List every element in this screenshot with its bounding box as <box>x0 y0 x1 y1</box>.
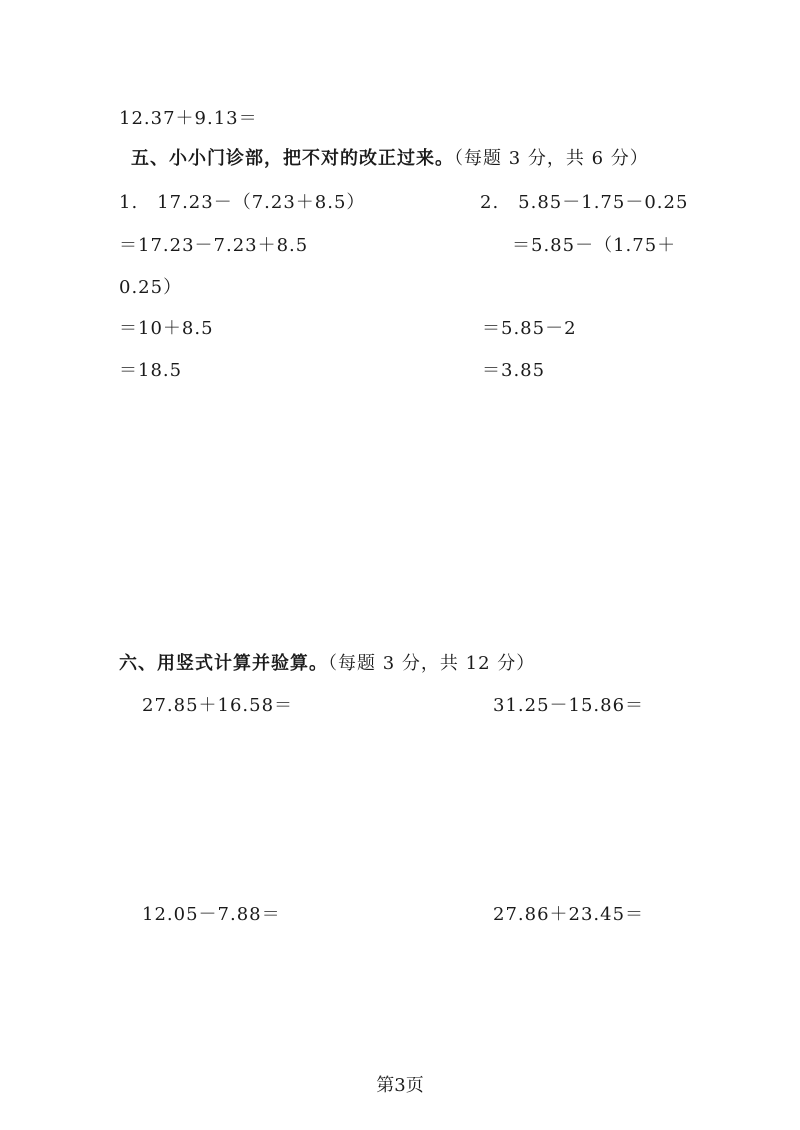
section5-score: （每题 3 分，共 6 分） <box>454 148 649 169</box>
problem2-line2: ＝5.85－（1.75＋ <box>512 235 677 256</box>
calc-item-1: 27.85＋16.58＝ <box>142 695 294 716</box>
problem1-line3: ＝10＋8.5 <box>119 318 214 339</box>
section6-heading <box>119 653 535 675</box>
section6-title: 六、用竖式计算并验算。 <box>119 653 328 674</box>
calc-item-4: 27.86＋23.45＝ <box>493 904 645 925</box>
calc-item-2: 31.25－15.86＝ <box>493 695 645 716</box>
problem2-line4: ＝3.85 <box>482 360 546 381</box>
section5-title: 五、小小门诊部，把不对的改正过来。 <box>131 148 454 169</box>
problem2-line1: 2. 5.85－1.75－0.25 <box>480 192 689 213</box>
problem1-line4: ＝18.5 <box>119 360 183 381</box>
problem1-line2: ＝17.23－7.23＋8.5 <box>119 235 309 256</box>
section5-heading <box>131 148 649 170</box>
page-number: 第3页 <box>376 1075 424 1096</box>
problem2-line3: ＝5.85－2 <box>482 318 577 339</box>
top-problem: 12.37＋9.13＝ <box>119 108 258 129</box>
problem1-line1: 1. 17.23－（7.23＋8.5） <box>119 192 366 213</box>
section6-score: （每题 3 分，共 12 分） <box>328 653 536 674</box>
calc-item-3: 12.05－7.88＝ <box>142 904 281 925</box>
problem2-line2-wrap: 0.25） <box>119 277 183 298</box>
